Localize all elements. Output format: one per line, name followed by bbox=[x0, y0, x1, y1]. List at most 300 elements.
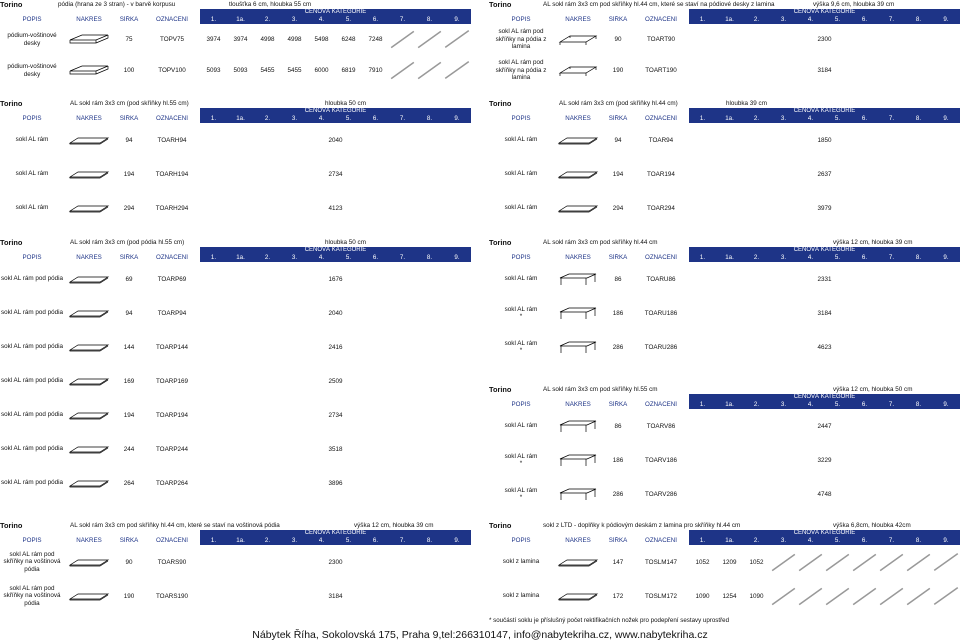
item-code: TOARV86 bbox=[646, 422, 676, 430]
item-drawing bbox=[64, 157, 114, 191]
item-description: sokl AL rám pod pódia bbox=[0, 411, 64, 419]
item-description: sokl AL rám pod skříňky na pódia z lamina bbox=[495, 59, 547, 82]
item-code: TOARS190 bbox=[155, 592, 189, 600]
column-header: 3. bbox=[770, 401, 797, 409]
item-price: 3184 bbox=[817, 309, 832, 317]
item-price: 1052 bbox=[695, 558, 710, 566]
plate-drawing-icon bbox=[68, 306, 110, 320]
plate-drawing-icon bbox=[68, 201, 110, 215]
column-header: 5. bbox=[335, 16, 362, 24]
item-description: sokl AL rám pod skříňky na voštinová pódia bbox=[3, 584, 61, 607]
column-header: 1a. bbox=[227, 537, 254, 545]
column-header: 9. bbox=[443, 16, 471, 24]
column-header: 5. bbox=[824, 401, 851, 409]
column-header: NÁKRES bbox=[553, 115, 603, 123]
table-row bbox=[0, 24, 471, 55]
section-subtitle: výška 12 cm, hloubka 50 cm bbox=[833, 386, 913, 393]
not-available-diagonal bbox=[878, 583, 905, 610]
column-header: 8. bbox=[416, 537, 443, 545]
table-drawing-icon bbox=[557, 453, 599, 467]
column-header: POPIS bbox=[0, 537, 64, 545]
plate-drawing-icon bbox=[68, 272, 110, 286]
column-header: 5. bbox=[824, 537, 851, 545]
header-spacer bbox=[489, 530, 689, 537]
price-section bbox=[489, 385, 960, 511]
item-description: sokl AL rám bbox=[15, 204, 49, 212]
column-header: 4. bbox=[308, 16, 335, 24]
not-available-diagonal bbox=[443, 56, 471, 84]
price-category-header: CENOVÁ KATEGORIE bbox=[200, 108, 471, 115]
column-header: OZNAČENÍ bbox=[633, 537, 689, 545]
item-width: 75 bbox=[125, 36, 133, 43]
item-price: 7910 bbox=[368, 67, 383, 74]
column-header: ŠÍŘKA bbox=[114, 254, 144, 262]
price-section bbox=[0, 0, 471, 86]
item-price: 5093 bbox=[206, 67, 221, 74]
plate-drawing-icon bbox=[68, 374, 110, 388]
column-header: 3. bbox=[281, 115, 308, 123]
table-row bbox=[489, 262, 960, 296]
column-header: 6. bbox=[851, 115, 878, 123]
column-header: 8. bbox=[905, 115, 932, 123]
section-subtitle: AL sokl rám 3x3 cm (pod pódia hl.55 cm) bbox=[70, 239, 185, 246]
item-width: 286 bbox=[612, 343, 624, 351]
column-header: OZNAČENÍ bbox=[144, 254, 200, 262]
column-header: 7. bbox=[389, 254, 416, 262]
header-spacer bbox=[489, 108, 689, 115]
item-description: sokl AL rám pod skříňky na pódia z lamina bbox=[495, 28, 547, 51]
table-row bbox=[489, 443, 960, 477]
column-header: NÁKRES bbox=[553, 537, 603, 545]
column-header: 2. bbox=[743, 401, 770, 409]
item-drawing bbox=[553, 55, 603, 86]
not-available-diagonal bbox=[878, 549, 905, 576]
item-price: 3518 bbox=[328, 445, 343, 453]
column-header: NÁKRES bbox=[64, 115, 114, 123]
column-header: 6. bbox=[851, 16, 878, 24]
item-price: 1209 bbox=[722, 558, 737, 566]
item-width: 194 bbox=[612, 170, 624, 178]
header-spacer bbox=[0, 530, 200, 537]
column-header: 7. bbox=[389, 537, 416, 545]
item-description: pódium-voštinové desky bbox=[7, 32, 57, 47]
price-table bbox=[489, 108, 960, 225]
item-width: 244 bbox=[123, 445, 135, 453]
brand-title: Torino bbox=[489, 521, 512, 530]
item-code: TOARU86 bbox=[646, 275, 676, 283]
item-drawing bbox=[64, 545, 114, 579]
plate-drawing-icon bbox=[557, 201, 599, 215]
column-header: 3. bbox=[281, 254, 308, 262]
price-category-header: CENOVÁ KATEGORIE bbox=[200, 530, 471, 537]
column-header: 7. bbox=[878, 537, 905, 545]
column-header: 8. bbox=[416, 16, 443, 24]
column-header: 1. bbox=[200, 115, 227, 123]
column-header: NÁKRES bbox=[64, 254, 114, 262]
item-price: 4623 bbox=[817, 343, 832, 351]
table-drawing-icon bbox=[557, 306, 599, 320]
item-width: 186 bbox=[612, 309, 624, 317]
column-header: NÁKRES bbox=[64, 537, 114, 545]
header-spacer bbox=[489, 247, 689, 254]
item-description: sokl AL rám bbox=[15, 170, 49, 178]
price-category-header: CENOVÁ KATEGORIE bbox=[689, 9, 960, 16]
header-spacer bbox=[489, 9, 689, 16]
table-row bbox=[0, 296, 471, 330]
price-section bbox=[489, 521, 960, 613]
not-available-diagonal bbox=[851, 549, 878, 576]
column-header: ŠÍŘKA bbox=[603, 16, 633, 24]
table-row bbox=[489, 477, 960, 511]
price-table bbox=[0, 9, 471, 86]
section-subtitle: hloubka 50 cm bbox=[325, 239, 366, 246]
column-header: 4. bbox=[308, 115, 335, 123]
column-header: POPIS bbox=[0, 115, 64, 123]
item-description: sokl AL rám pod pódia bbox=[0, 309, 64, 317]
item-price: 3896 bbox=[328, 479, 343, 487]
table-row bbox=[0, 55, 471, 86]
table-row bbox=[489, 296, 960, 330]
item-width: 172 bbox=[612, 592, 624, 600]
item-price: 1090 bbox=[695, 592, 710, 600]
column-header: 3. bbox=[770, 16, 797, 24]
item-code: TOARP69 bbox=[157, 275, 187, 283]
column-header: 5. bbox=[824, 254, 851, 262]
item-width: 100 bbox=[123, 67, 135, 74]
price-table bbox=[0, 530, 471, 613]
price-unavailable bbox=[389, 55, 416, 86]
item-width: 94 bbox=[125, 309, 133, 317]
column-header: 5. bbox=[824, 115, 851, 123]
price-unavailable bbox=[932, 545, 960, 579]
item-drawing bbox=[553, 477, 603, 511]
column-header: 1a. bbox=[716, 537, 743, 545]
column-header: 2. bbox=[254, 537, 281, 545]
item-width: 147 bbox=[612, 558, 624, 566]
header-spacer bbox=[0, 9, 200, 16]
price-table bbox=[489, 9, 960, 86]
section-subtitle: hloubka 39 cm bbox=[726, 100, 767, 107]
column-header: 1. bbox=[689, 115, 716, 123]
item-width: 264 bbox=[123, 479, 135, 487]
price-section bbox=[489, 99, 960, 225]
not-available-diagonal bbox=[416, 26, 443, 53]
company-footer: Nábytek Říha, Sokolovská 175, Praha 9,tel:266310147, info@nabytekriha.cz, www.nabytekriha.cz bbox=[252, 629, 708, 641]
section-subtitle: výška 9,6 cm, hloubka 39 cm bbox=[813, 1, 895, 8]
table-row bbox=[0, 398, 471, 432]
column-header: 4. bbox=[797, 537, 824, 545]
section-header bbox=[489, 521, 960, 530]
plate-drawing-icon bbox=[68, 340, 110, 354]
plate-drawing-icon bbox=[557, 167, 599, 181]
column-header: 7. bbox=[878, 254, 905, 262]
column-header: 2. bbox=[254, 254, 281, 262]
header-spacer bbox=[489, 394, 689, 401]
table-row bbox=[489, 579, 960, 613]
table-row bbox=[489, 55, 960, 86]
section-header bbox=[489, 0, 960, 9]
column-header: OZNAČENÍ bbox=[633, 16, 689, 24]
column-header: POPIS bbox=[489, 16, 553, 24]
item-drawing bbox=[64, 398, 114, 432]
item-price: 3184 bbox=[328, 592, 343, 600]
table-row bbox=[0, 432, 471, 466]
item-width: 194 bbox=[123, 411, 135, 419]
section-subtitle: AL sokl rám 3x3 cm pod skříňky hl.44 cm, které se staví na pódiové desky z lamina bbox=[543, 1, 775, 8]
column-header: 9. bbox=[932, 254, 960, 262]
item-code: TOARU286 bbox=[644, 343, 678, 351]
column-header: OZNAČENÍ bbox=[144, 16, 200, 24]
item-code: TOARP169 bbox=[155, 377, 189, 385]
column-header: 1a. bbox=[716, 16, 743, 24]
column-header: ŠÍŘKA bbox=[603, 254, 633, 262]
item-width: 94 bbox=[125, 136, 133, 144]
table-row bbox=[489, 330, 960, 364]
column-header: 6. bbox=[362, 254, 389, 262]
column-header: ŠÍŘKA bbox=[114, 16, 144, 24]
item-width: 69 bbox=[125, 275, 133, 283]
plate-drawing-icon bbox=[68, 133, 110, 147]
item-code: TOPV75 bbox=[159, 36, 185, 43]
item-code: TOAR194 bbox=[647, 170, 675, 178]
column-header: NÁKRES bbox=[64, 16, 114, 24]
column-header: OZNAČENÍ bbox=[633, 254, 689, 262]
not-available-diagonal bbox=[389, 57, 416, 84]
column-header: 5. bbox=[824, 16, 851, 24]
item-description: pódium-voštinové desky bbox=[7, 63, 57, 78]
brand-title: Torino bbox=[0, 99, 23, 108]
item-code: TOARU186 bbox=[644, 309, 678, 317]
price-unavailable bbox=[416, 55, 443, 86]
column-header: 3. bbox=[770, 254, 797, 262]
item-code: TOPV100 bbox=[158, 67, 186, 74]
item-width: 169 bbox=[123, 377, 135, 385]
column-header: 4. bbox=[308, 537, 335, 545]
brand-title: Torino bbox=[489, 238, 512, 247]
not-available-diagonal bbox=[851, 583, 878, 610]
column-header: ŠÍŘKA bbox=[603, 537, 633, 545]
plate-drawing-icon bbox=[68, 476, 110, 490]
item-width: 144 bbox=[123, 343, 135, 351]
column-header: 2. bbox=[743, 537, 770, 545]
price-section bbox=[0, 99, 471, 225]
not-available-diagonal bbox=[797, 549, 824, 576]
item-code: TOARV286 bbox=[645, 490, 677, 498]
section-subtitle: výška 12 cm, hloubka 39 cm bbox=[833, 239, 913, 246]
item-description: sokl AL rám pod skříňky na voštinová pódia bbox=[3, 550, 61, 573]
price-unavailable bbox=[443, 55, 471, 86]
item-code: TOARP244 bbox=[155, 445, 189, 453]
section-subtitle: AL sokl rám 3x3 cm pod skříňky hl.44 cm bbox=[543, 239, 658, 246]
column-header: 8. bbox=[905, 537, 932, 545]
item-description: sokl z lamina bbox=[502, 592, 540, 600]
column-header: OZNAČENÍ bbox=[633, 401, 689, 409]
section-subtitle: AL sokl rám 3x3 cm pod skříňky hl.44 cm, které se staví na voštinová pódia bbox=[70, 522, 280, 529]
column-header: ŠÍŘKA bbox=[114, 537, 144, 545]
not-available-diagonal bbox=[770, 549, 797, 576]
column-header: 2. bbox=[254, 16, 281, 24]
header-spacer bbox=[0, 247, 200, 254]
podium-drawing-icon bbox=[68, 64, 110, 78]
plate-drawing-icon bbox=[557, 555, 599, 569]
table-row bbox=[489, 191, 960, 225]
column-header: NÁKRES bbox=[553, 254, 603, 262]
column-header: POPIS bbox=[489, 115, 553, 123]
not-available-diagonal bbox=[905, 549, 932, 576]
column-header: 6. bbox=[851, 254, 878, 262]
column-header: 2. bbox=[743, 254, 770, 262]
column-header: 5. bbox=[335, 254, 362, 262]
item-price: 4998 bbox=[260, 36, 275, 43]
column-header: 9. bbox=[443, 537, 471, 545]
item-code: TOART90 bbox=[646, 36, 676, 43]
price-category-header: CENOVÁ KATEGORIE bbox=[689, 247, 960, 254]
item-drawing bbox=[553, 579, 603, 613]
item-drawing bbox=[553, 330, 603, 364]
item-description: sokl AL rám * bbox=[504, 486, 538, 501]
column-header: POPIS bbox=[0, 16, 64, 24]
item-price: 6248 bbox=[341, 36, 356, 43]
item-code: TOARV186 bbox=[645, 456, 677, 464]
column-header: OZNAČENÍ bbox=[633, 115, 689, 123]
item-price: 5093 bbox=[233, 67, 248, 74]
item-width: 190 bbox=[612, 67, 624, 74]
item-drawing bbox=[64, 466, 114, 500]
price-section bbox=[489, 238, 960, 364]
item-description: sokl AL rám bbox=[15, 136, 49, 144]
item-code: TOARS90 bbox=[157, 558, 187, 566]
column-header: OZNAČENÍ bbox=[144, 115, 200, 123]
item-code: TOARH294 bbox=[155, 204, 189, 212]
price-unavailable bbox=[416, 24, 443, 55]
column-header: 5. bbox=[335, 537, 362, 545]
column-header: 7. bbox=[878, 401, 905, 409]
column-header: 4. bbox=[797, 115, 824, 123]
column-header: 1. bbox=[689, 254, 716, 262]
column-header: 1a. bbox=[227, 254, 254, 262]
plate-drawing-icon bbox=[68, 408, 110, 422]
column-header: POPIS bbox=[489, 401, 553, 409]
column-header: NÁKRES bbox=[553, 16, 603, 24]
section-subtitle: výška 12 cm, hloubka 39 cm bbox=[354, 522, 434, 529]
section-header bbox=[0, 99, 471, 108]
column-header: POPIS bbox=[489, 254, 553, 262]
table-row bbox=[489, 545, 960, 579]
column-header: 9. bbox=[932, 537, 960, 545]
header-spacer bbox=[0, 108, 200, 115]
table-drawing-icon bbox=[557, 487, 599, 501]
table-row bbox=[489, 157, 960, 191]
brand-title: Torino bbox=[0, 238, 23, 247]
column-header: 7. bbox=[878, 16, 905, 24]
item-description: sokl AL rám pod pódia bbox=[0, 445, 64, 453]
item-price: 1676 bbox=[328, 275, 343, 283]
item-description: sokl AL rám pod pódia bbox=[0, 343, 64, 351]
item-code: TOART190 bbox=[645, 67, 677, 74]
item-description: sokl AL rám pod pódia bbox=[0, 377, 64, 385]
item-drawing bbox=[553, 409, 603, 443]
column-header: 1a. bbox=[716, 254, 743, 262]
item-code: TOARH194 bbox=[155, 170, 189, 178]
price-unavailable bbox=[824, 579, 851, 613]
column-header: 8. bbox=[905, 254, 932, 262]
frame-drawing-icon bbox=[557, 33, 599, 47]
item-price: 4123 bbox=[328, 204, 343, 212]
item-width: 186 bbox=[612, 456, 624, 464]
column-header: ŠÍŘKA bbox=[603, 401, 633, 409]
item-drawing bbox=[553, 157, 603, 191]
item-code: TOARP144 bbox=[155, 343, 189, 351]
table-drawing-icon bbox=[557, 272, 599, 286]
item-price: 1052 bbox=[749, 558, 764, 566]
item-price: 5455 bbox=[260, 67, 275, 74]
section-subtitle: sokl z LTD - doplňky k pódiovým deskám z lamina pro skříňky hl.44 cm bbox=[543, 522, 741, 529]
table-row bbox=[0, 545, 471, 579]
price-table bbox=[0, 108, 471, 225]
brand-title: Torino bbox=[489, 99, 512, 108]
price-unavailable bbox=[851, 579, 878, 613]
section-subtitle: AL sokl rám 3x3 cm (pod skříňky hl.55 cm) bbox=[70, 100, 189, 107]
item-description: sokl AL rám bbox=[504, 422, 538, 430]
column-header: 1. bbox=[689, 401, 716, 409]
item-drawing bbox=[64, 432, 114, 466]
podium-drawing-icon bbox=[68, 33, 110, 47]
column-header: 3. bbox=[770, 537, 797, 545]
item-description: sokl z lamina bbox=[502, 558, 540, 566]
item-drawing bbox=[64, 123, 114, 157]
table-row bbox=[0, 123, 471, 157]
section-header bbox=[489, 385, 960, 394]
table-row bbox=[0, 364, 471, 398]
item-price: 3979 bbox=[817, 204, 832, 212]
column-header: 2. bbox=[743, 16, 770, 24]
item-price: 2331 bbox=[817, 275, 832, 283]
item-description: sokl AL rám bbox=[504, 204, 538, 212]
column-header: 3. bbox=[281, 537, 308, 545]
section-subtitle: pódia (hrana ze 3 stran) - v barvě korpusu bbox=[58, 1, 176, 8]
column-header: 1. bbox=[200, 254, 227, 262]
column-header: POPIS bbox=[0, 254, 64, 262]
not-available-diagonal bbox=[932, 582, 960, 610]
table-row bbox=[0, 157, 471, 191]
price-table bbox=[489, 394, 960, 511]
price-category-header: CENOVÁ KATEGORIE bbox=[689, 530, 960, 537]
column-header: 6. bbox=[362, 537, 389, 545]
item-price: 2734 bbox=[328, 170, 343, 178]
section-subtitle: výška 6,8cm, hloubka 42cm bbox=[833, 522, 911, 529]
column-header: 2. bbox=[743, 115, 770, 123]
price-section bbox=[0, 238, 471, 500]
column-header: ŠÍŘKA bbox=[603, 115, 633, 123]
section-subtitle: tloušťka 6 cm, hloubka 55 cm bbox=[229, 1, 312, 8]
item-width: 190 bbox=[123, 592, 135, 600]
item-price: 7248 bbox=[368, 36, 383, 43]
table-row bbox=[0, 466, 471, 500]
item-price: 4998 bbox=[287, 36, 302, 43]
column-header: 9. bbox=[443, 254, 471, 262]
column-header: 9. bbox=[932, 16, 960, 24]
frame-drawing-icon bbox=[557, 64, 599, 78]
item-width: 294 bbox=[612, 204, 624, 212]
item-drawing bbox=[64, 24, 114, 55]
price-unavailable bbox=[932, 579, 960, 613]
price-category-header: CENOVÁ KATEGORIE bbox=[689, 108, 960, 115]
column-header: 1a. bbox=[227, 16, 254, 24]
item-code: TOSLM172 bbox=[644, 592, 678, 600]
section-subtitle: AL sokl rám 3x3 cm pod skříňky hl.55 cm bbox=[543, 386, 658, 393]
not-available-diagonal bbox=[797, 583, 824, 610]
not-available-diagonal bbox=[905, 583, 932, 610]
